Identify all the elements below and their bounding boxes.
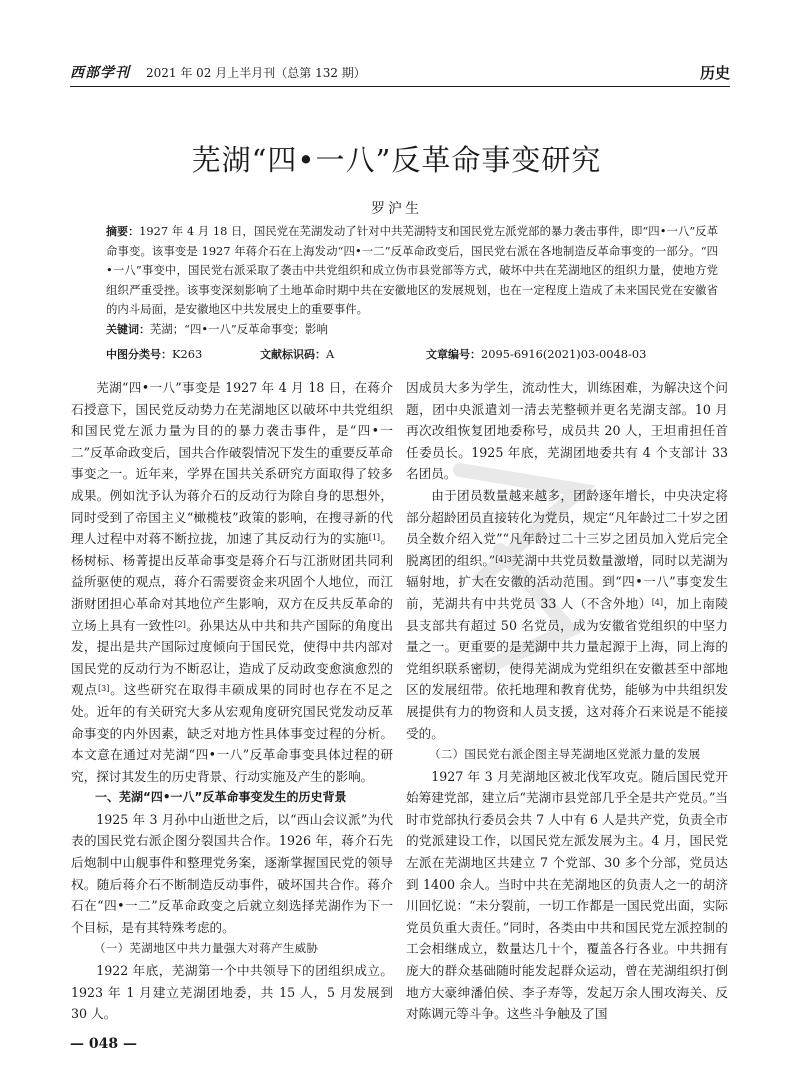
abstract (106, 222, 718, 320)
doc-label: 文献标识码： (260, 348, 326, 361)
clc-label: 中图分类号： (106, 348, 172, 361)
citation: [2] (174, 619, 186, 629)
abstract-text: 1927 年 4 月 18 日，国民党在芜湖发动了针对中共芜湖特支和国民党左派党部的暴力袭击事件，即“四•一八”反革命事变。该事变是 1927 年蒋介石在上海发动“四•一二”反革命政变后，国民党右派在各地制造反革命事变的一部分。“四•一八”事变中，国民党右派采取了袭击中共党组织和成立伪市县党部等方式，破坏中共在芜湖地区的组织力量，使地方党组织严重受挫。该事变深刻影响了土地革命时期中共在安徽地区的发展规划，也在一定程度上造成了未来国民党在安徽省的内斗局面，是安徽地区中共发展史上的重要事件。 (106, 224, 719, 316)
article-title: 芜湖“四•一八”反革命事变研究 (191, 143, 602, 177)
page-number: — 048 — (70, 1036, 137, 1052)
running-header (70, 60, 730, 86)
article-number (426, 346, 646, 362)
right-column (406, 377, 728, 1025)
clc-value: K263 (172, 347, 203, 361)
citation: [3] (98, 684, 110, 694)
author-name: 罗沪生 (371, 201, 422, 217)
article-value: 2095-6916(2021)03-0048-03 (481, 347, 647, 361)
text-run: 。这些研究在取得丰硕成果的同时也存在不足之处。近年的有关研究大多从宏观角度研究国民党发动反革命事变的内外因素，缺乏对地方性具体事变过程的分析。本文意在通过对芜湖“四•一八”反革命事变具体过程的研究，探讨其发生的历史背景、行动实施及产生的影响。 (71, 682, 394, 784)
keywords-label: 关键词： (106, 322, 150, 336)
issue-info: 2021 年 02 月上半月刊（总第 132 期） (146, 66, 366, 80)
paragraph (71, 377, 393, 787)
section-heading: 一、芜湖“四•一八”反革命事变发生的历史背景 (95, 790, 347, 805)
subsection-heading: （二）国民党右派企图主导芜湖地区党派力量的发展 (429, 747, 701, 762)
doc-value: A (326, 347, 335, 361)
paragraph: 因成员大多为学生，流动性大，训练困难，为解决这个问题，团中央派遣刘一清去芜整顿并更名芜湖支部。10 月再次改组恢复团地委称号，成员共 20 人，王坦甫担任首任委员长。1925 年底，芜湖团地委共有 4 个支部计 33 名团员。 (406, 380, 728, 482)
abstract-label: 摘要： (106, 225, 140, 238)
citation: [4]3 (495, 554, 512, 564)
text-run: 。孙果达从中共和共产国际的角度出发，提出是共产国际过度倾向于国民党，使得中共内部对国民党的反动行为不断忍让，造成了反动政变愈演愈烈的观点 (71, 617, 394, 698)
journal-logo: 西部学刊 (70, 65, 130, 81)
abstract-block (106, 222, 718, 339)
citation: [4] (651, 597, 664, 607)
header-rule (70, 86, 730, 87)
text-run: ，加上南陵县支部共有超过 50 名党员，成为安徽省党组织的中坚力量之一。更重要的是芜湖中共力量起源于上海，同上海的党组织联系密切，使得芜湖成为党组织在安徽甚至中部地区的发展纽带。依托地理和教育优势，能够为中共组织发展提供有力的物资和人员支援，这对蒋介石来说是不能接受的。 (406, 595, 728, 741)
keywords (106, 320, 718, 340)
text-run: 由于团员数量越来越多，团龄逐年增长，中央决定将部分超龄团员直接转化为党员，规定“凡年龄过二十岁之团员全数介绍入党”“凡年龄过二十三岁之团员加入党后完全脱离团的组织。” (406, 487, 728, 568)
paragraph (406, 485, 728, 744)
article-label: 文章编号： (426, 348, 481, 361)
citation: [1] (368, 533, 381, 543)
paragraph: 1922 年底，芜湖第一个中共领导下的团组织成立。1923 年 1 月建立芜湖团地委，共 15 人，5 月发展到 30 人。 (71, 963, 393, 1022)
keywords-text: 芜湖；“四•一八”反革命事变；影响 (150, 321, 328, 336)
section-label: 历史 (699, 64, 730, 82)
text-run: 芜湖“四•一八”事变是 1927 年 4 月 18 日，在蒋介石授意下，国民党反动势力在芜湖地区以破坏中共党组织和国民党左派力量为目的的暴力袭击事件，是“四•一二”反革命政变后，国共合作破裂情况下发生的重要反革命事变之一。近年来，学界在国共关系研究方面取得了较多成果。例如沈予认为蒋介石的反动行为除自身的思想外，同时受到了帝国主义“橄榄枝”政策的影响，在搜寻新的代理人过程中对蒋不断拉拢，加速了其反动行为的实施 (71, 380, 393, 547)
clc-number (106, 346, 202, 362)
paragraph: 1927 年 3 月芜湖地区被北伐军攻克。随后国民党开始筹建党部，建立后“芜湖市县党部几乎全是共产党员。”当时市党部执行委员会共 7 人中有 6 人是共产党，负责全市的党派建设工作，以国民党左派发展为主。4 月，国民党左派在芜湖地区共建立 7 个党部、30 多个分部，党员达到 1400 余人。当时中共在芜湖地区的负责人之一的胡济川回忆说：“未分裂前，一切工作都是一国民党出面，实际党员负重大责任。”同时，各类由中共和国民党左派控制的工会相继成立，数量达几十个，覆盖各行各业。中共拥有庞大的群众基础随时能发起群众运动，曾在芜湖组织打倒地方大豪绅潘伯侯、李子寿等，发起万余人围攻海关、反对陈调元等斗争。这些斗争触及了国 (406, 768, 728, 1022)
text-run: 。杨树标、杨菁提出反革命事变是蒋介石与江浙财团共同利益所驱使的观点，蒋介石需要资金来巩固个人地位，而江浙财团担心革命对其地位产生影响，双方在反共反革命的立场上具有一致性 (71, 531, 394, 633)
paragraph: 1925 年 3 月孙中山逝世之后，以“西山会议派”为代表的国民党右派企图分裂国共合作。1926 年，蒋介石先后炮制中山舰事件和整理党务案，逐渐掌握国民党的领导权。随后蒋介石不断制造反动事件，破坏国共合作。蒋介石在“四•一二”反革命政变之后就立刻选择芜湖作为下一个目标，是有其特殊考虑的。 (71, 811, 393, 935)
text-run: 芜湖中共党员数量激增，同时以芜湖为辐射地，扩大在安徽的活动范围。到“四•一八”事变发生前，芜湖共有中共党员 33 人（不含外地） (406, 552, 729, 611)
doc-code (260, 346, 334, 362)
left-column (71, 377, 393, 1025)
subsection-heading: （一）芜湖地区中共力量强大对蒋产生威胁 (94, 941, 319, 956)
